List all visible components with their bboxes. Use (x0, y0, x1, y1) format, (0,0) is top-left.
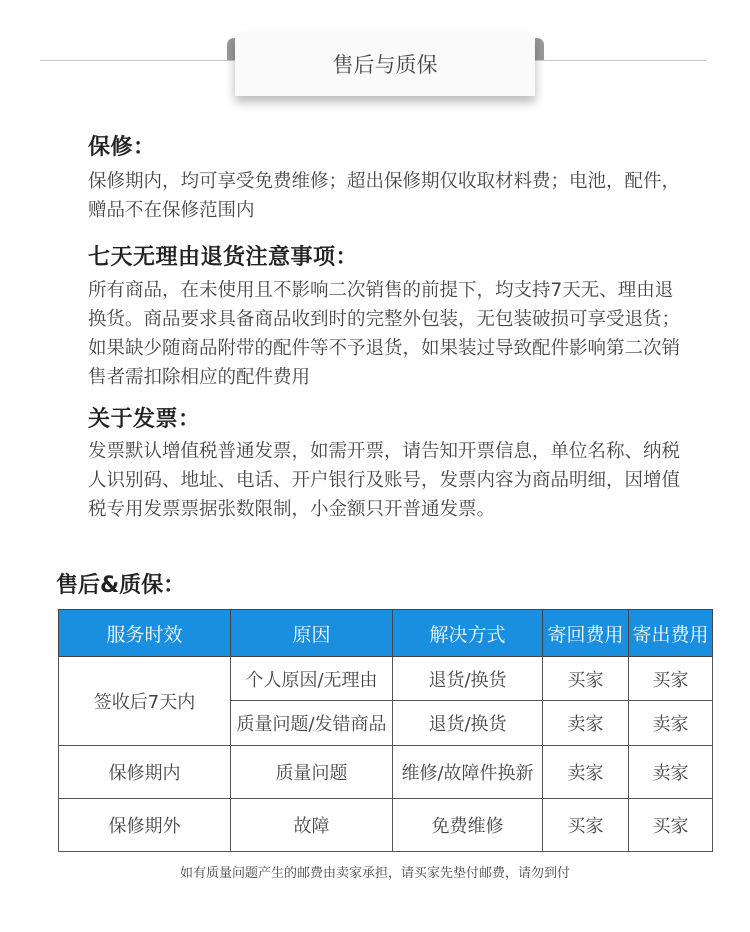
reason-cell: 质量问题/发错商品 (231, 701, 393, 746)
return-fee-cell: 买家 (543, 657, 629, 701)
reason-cell: 个人原因/无理由 (231, 657, 393, 701)
table-row (59, 799, 713, 852)
reason-cell: 质量问题 (231, 746, 393, 799)
after-sales-table (58, 609, 713, 852)
return-fee-cell: 买家 (543, 799, 629, 852)
solution-cell: 维修/故障件换新 (393, 746, 543, 799)
return-policy-text: 所有商品，在未使用且不影响二次销售的前提下，均支持7天无、理由退换货。商品要求具备商品收到时的完整外包装，无包装破损可享受退货；如果缺少随商品附带的配件等不予退货，如果装过导致配件影响第二次销售者需扣除相应的配件费用 (88, 280, 681, 388)
return-fee-cell: 卖家 (543, 746, 629, 799)
col-header-reason: 原因 (231, 610, 393, 657)
period-cell: 保修期外 (59, 799, 231, 852)
table-header-row (59, 610, 713, 657)
invoice-heading: 关于发票： (88, 407, 201, 432)
shipping-note: 如有质量问题产生的邮费由卖家承担，请买家先垫付邮费，请勿到付 (179, 866, 570, 881)
after-sales-table-title: 售后&质保： (56, 573, 186, 598)
period-cell: 保修期内 (59, 746, 231, 799)
send-fee-cell: 买家 (629, 799, 713, 852)
warranty-heading: 保修： (88, 135, 156, 160)
warranty-text: 保修期内，均可享受免费维修；超出保修期仅收取材料费；电池，配件，赠品不在保修范围内 (88, 171, 681, 221)
col-header-send-fee: 寄出费用 (629, 610, 713, 657)
invoice-text: 发票默认增值税普通发票，如需开票，请告知开票信息，单位名称、纳税人识别码、地址、电话、开户银行及账号，发票内容为商品明细，因增值税专用发票票据张数限制，小金额只开普通发票。 (88, 441, 681, 520)
return-policy-heading: 七天无理由退货注意事项： (88, 245, 359, 270)
solution-cell: 免费维修 (393, 799, 543, 852)
send-fee-cell: 买家 (629, 657, 713, 701)
col-header-period: 服务时效 (59, 610, 231, 657)
solution-cell: 退货/换货 (393, 701, 543, 746)
period-cell: 签收后7天内 (59, 657, 231, 746)
page-title: 售后与质保 (235, 34, 535, 96)
col-header-solution: 解决方式 (393, 610, 543, 657)
table-row (59, 657, 713, 701)
solution-cell: 退货/换货 (393, 657, 543, 701)
send-fee-cell: 卖家 (629, 746, 713, 799)
reason-cell: 故障 (231, 799, 393, 852)
return-fee-cell: 卖家 (543, 701, 629, 746)
table-row (59, 746, 713, 799)
col-header-return-fee: 寄回费用 (543, 610, 629, 657)
send-fee-cell: 卖家 (629, 701, 713, 746)
